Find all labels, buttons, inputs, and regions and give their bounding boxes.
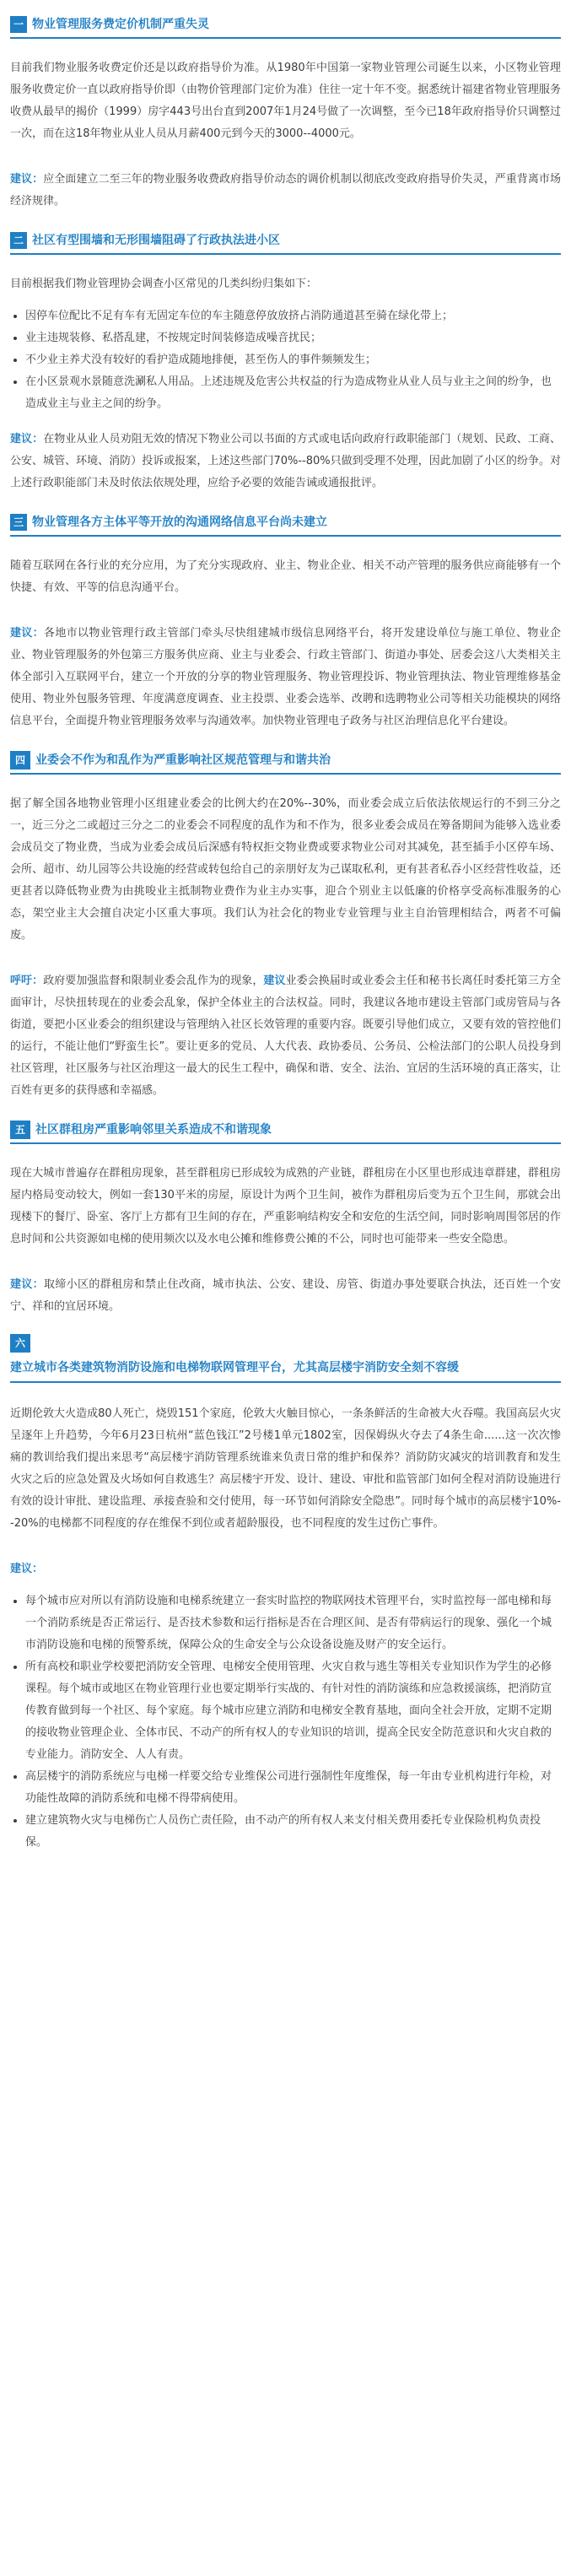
suggestion-text: 在物业从业人员劝阻无效的情况下物业公司以书面的方式或电话向政府行政职能部门（规划、民政、工商、公安、城管、环境、消防）投诉或报案，上述这些部门70%--80%只做到受理不处理，因此加剧了小区的纷争。对上述行政职能部门未及时依法依规处理，应给予必要的效能告诫或通报批评。: [10, 433, 561, 489]
suggestion-text: 应全面建立二至三年的物业服务收费政府指导价动态的调价机制以彻底改变政府指导价失灵，严重背离市场经济规律。: [10, 173, 561, 208]
list-item: • 建立建筑物火灾与电梯伤亡人员伤亡责任险，由不动产的所有权人来支付相关费用委托专业保险机构负责投保。: [25, 1810, 561, 1854]
paragraph: 目前我们物业服务收费定价还是以政府指导价为准。从1980年中国第一家物业管理公司诞生以来，小区物业管理服务收费定价一直以政府指导价即（由物价管理部门定价为准）住往一定十年不变。据悉统计福建省物业管理服务收费从最早的揭价（1999）房字443号出台直到2007年1月24号做了一次调整，至今已18年政府指导价只调整过一次，而在这18年物业从业人员从月薪400元到今天的3000--4000元。: [10, 62, 561, 140]
list-item: • 每个城市应对所以有消防设施和电梯系统建立一套实时监控的物联网技术管理平台，实时监控每一部电梯和每一个消防系统是否正常运行、是否技术参数和运行指标是否在合理区间、是否有带病运行的现象、强化一个城市消防设施和电梯的预警系统，保障公众的生命安全与公众设备设施及财产的安全运行。: [25, 1590, 561, 1656]
suggestion: [10, 169, 561, 213]
suggestion: [10, 623, 561, 732]
section-5: [10, 1117, 561, 1318]
suggestion-list: [10, 1590, 561, 1854]
suggestion-label: 建议：: [10, 627, 44, 640]
section-6: [10, 1333, 561, 1854]
section-6-header: [10, 1333, 561, 1383]
list-item: • 业主违规装修、私搭乱建，不按规定时间装修造成噪音扰民；: [25, 327, 561, 349]
suggestion-label: 建议：: [10, 1563, 44, 1575]
section-number: 二: [10, 232, 27, 249]
section-number: 三: [10, 514, 27, 531]
section-title: 社区群租房严重影响邻里关系造成不和谐现象: [35, 1123, 272, 1137]
paragraph: 据了解全国各地物业管理小区组建业委会的比例大约在20%--30%，而业委会成立后依法依规运行的不到三分之一，近三分之二或超过三分之二的业委会不同程度的乱作为和不作为，很多业委会成员在筹备期间为能够入选业委会成员交了物业费，当成为业委会成员后深感有特权拒交物业费或要求物业公司对其减免，甚至插手小区停车场、会所、超市、幼儿园等公共设施的经营或转包给自己的亲朋好友为己谋取私利，更有甚者私吞小区经营性收益，还更甚者以降低物业费为由挑唆业主抵制物业费作为业主办实事，迎合个别业主以低廉的价格享受高标准服务的心态，架空业主大会擅自决定小区重大事项。我们认为社会化的物业专业管理与业主自治管理相结合，两者不可偏废。: [10, 797, 561, 942]
suggestion-label-line: [10, 1558, 561, 1580]
section-4-header: [10, 748, 561, 775]
section-number: 一: [10, 16, 27, 33]
issue-list: [10, 305, 561, 415]
suggestion-label: 建议：: [10, 433, 44, 446]
section-title: 社区有型围墙和无形围墙阻碍了行政执法进小区: [32, 234, 280, 247]
section-1: [10, 12, 561, 213]
suggestion-text: 取缔小区的群租房和禁止住改商，城市执法、公安、建设、房管、街道办事处要联合执法，还百姓一个安宁、祥和的宜居环境。: [10, 1278, 561, 1313]
section-3: [10, 510, 561, 732]
section-2-header: [10, 228, 561, 255]
section-title: 物业管理服务费定价机制严重失灵: [32, 18, 209, 31]
suggestion-text: 业委会换届时或业委会主任和秘书长离任时委托第三方全面审计，尽快扭转现在的业委会乱象，保护全体业主的合法权益。同时，我建议各地市建设主管部门或房管局与各街道，要把小区业委会的组织建设与管理纳入社区长效管理的重要内容。既要引导他们成立，又要有效的管控他们的运行，不能让他们“野蛮生长”。要让更多的党员、人大代表、政协委员、公务员、公检法部门的公职人员投身到社区管理，社区服务与社区治理这一最大的民生工程中，确保和谐、安全、法治、宜居的生活环境的真正落实，让百姓有更多的获得感和幸福感。: [10, 975, 561, 1097]
list-item: • 不少业主养犬没有较好的看护造成随地排便，甚至伤人的事件频频发生；: [25, 349, 561, 371]
suggestion-text: 各地市以物业管理行政主管部门牵头尽快组建城市级信息网络平台，将开发建设单位与施工单位、物业企业、物业管理服务的外包第三方服务供应商、业主与业委会、行政主管部门、街道办事处、居委会这八大类相关主体全部引入互联网平台，建立一个开放的分享的物业管理服务、物业管理投诉、物业管理执法、物业管理维修基金使用、物业外包服务管理、年度满意度调查、业主投票、业委会选举、改聘和选聘物业公司等相关功能模块的网络信息平台，全面提升物业管理服务效率与沟通效率。加快物业管理电子政务与社区治理信息化平台建设。: [10, 627, 561, 727]
section-title: 物业管理各方主体平等开放的沟通网络信息平台尚未建立: [32, 516, 327, 529]
suggestion-label: 建议：: [10, 173, 44, 186]
paragraph: 随着互联网在各行业的充分应用，为了充分实现政府、业主、物业企业、相关不动产管理的服务供应商能够有一个快捷、有效、平等的信息沟通平台。: [10, 559, 561, 594]
section-4: [10, 748, 561, 1102]
section-number: 四: [10, 751, 30, 770]
section-title: 业委会不作为和乱作为严重影响社区规范管理与和谐共治: [35, 753, 331, 767]
section-5-header: [10, 1117, 561, 1144]
section-3-header: [10, 510, 561, 537]
paragraph: 现在大城市普遍存在群租房现象，甚至群租房已形成较为成熟的产业链，群租房在小区里也形成违章群建，群租房屋内格局变动较大，例如一套130平米的房屋，原设计为两个卫生间，被作为群租房后变为五个卫生间，那就会出现楼下的餐厅、卧室、客厅上方都有卫生间的存在，严重影响结构安全和安危的生活空间，同时影响周围邻居的作息时间和公共资源如电梯的使用频次以及水电公摊和维修费公摊的不公，同时也可能带来一些安全隐患。: [10, 1167, 561, 1245]
section-number: 六: [10, 1334, 30, 1353]
appeal-label: 呼吁：: [10, 975, 44, 987]
appeal-text: 政府要加强监督和限制业委会乱作为的现象，: [43, 975, 264, 987]
paragraph: 近期伦敦大火造成80人死亡，烧毁151个家庭，伦敦大火触目惊心，一条条鲜活的生命被大火吞噬。我国高层火灾呈逐年上升趋势，今年6月23日杭州“蓝色钱江”2号楼1单元1802室，因保姆纵火夺去了4条生命......这一次次惨痛的教训给我们提出来思考“高层楼宇消防管理系统谁来负责日常的维护和保养？消防防灾减灾的培训教育和发生火灾之后的应急处置及火场如何自救逃生？高层楼宇开发、设计、建设、审批和监管部门如何全程对消防设施进行有效的设计审批、建设监理、承接查验和交付使用，每一环节如何消除安全隐患”。同时每个城市的高层楼宇10%--20%的电梯都不同程度的存在维保不到位或者超龄服役，也不同程度的发生过伤亡事件。: [10, 1407, 561, 1530]
paragraph: 目前根据我们物业管理协会调查小区常见的几类纠纷归集如下：: [10, 278, 318, 290]
suggestion-label: 建议: [263, 975, 286, 987]
list-item: • 因停车位配比不足有车有无固定车位的车主随意停放放挤占消防通道甚至骑在绿化带上；: [25, 305, 561, 327]
list-item: • 高层楼宇的消防系统应与电梯一样要交给专业维保公司进行强制性年度维保，每一年由专业机构进行年检，对功能性故障的消防系统和电梯不得带病使用。: [25, 1766, 561, 1810]
list-item: • 所有高校和职业学校要把消防安全管理、电梯安全使用管理、火灾自救与逃生等相关专业知识作为学生的必修课程。每个城市或地区在物业管理行业也要定期举行实战的、有针对性的消防演练和应急救援演练，把消防宣传教育做到每一个社区、每个家庭。每个城市应建立消防和电梯安全教育基地，面向全社会开放，定期不定期的接收物业管理企业、全体市民、不动产的所有权人的专业知识的培训，提高全民安全防范意识和火灾自救的专业能力。消防安全、人人有责。: [25, 1656, 561, 1766]
suggestion: [10, 429, 561, 494]
suggestion-label: 建议：: [10, 1278, 44, 1291]
section-1-header: [10, 12, 561, 39]
section-2: [10, 228, 561, 494]
suggestion: [10, 1274, 561, 1318]
list-item: • 在小区景观水景随意洗涮私人用品。上述违规及危害公共权益的行为造成物业从业人员与业主之间的纷争，也造成业主与业主之间的纷争。: [25, 371, 561, 415]
appeal: [10, 970, 561, 1102]
section-number: 五: [10, 1121, 30, 1139]
section-title: 建立城市各类建筑物消防设施和电梯物联网管理平台，尤其高层楼宇消防安全刻不容缓: [10, 1358, 561, 1383]
